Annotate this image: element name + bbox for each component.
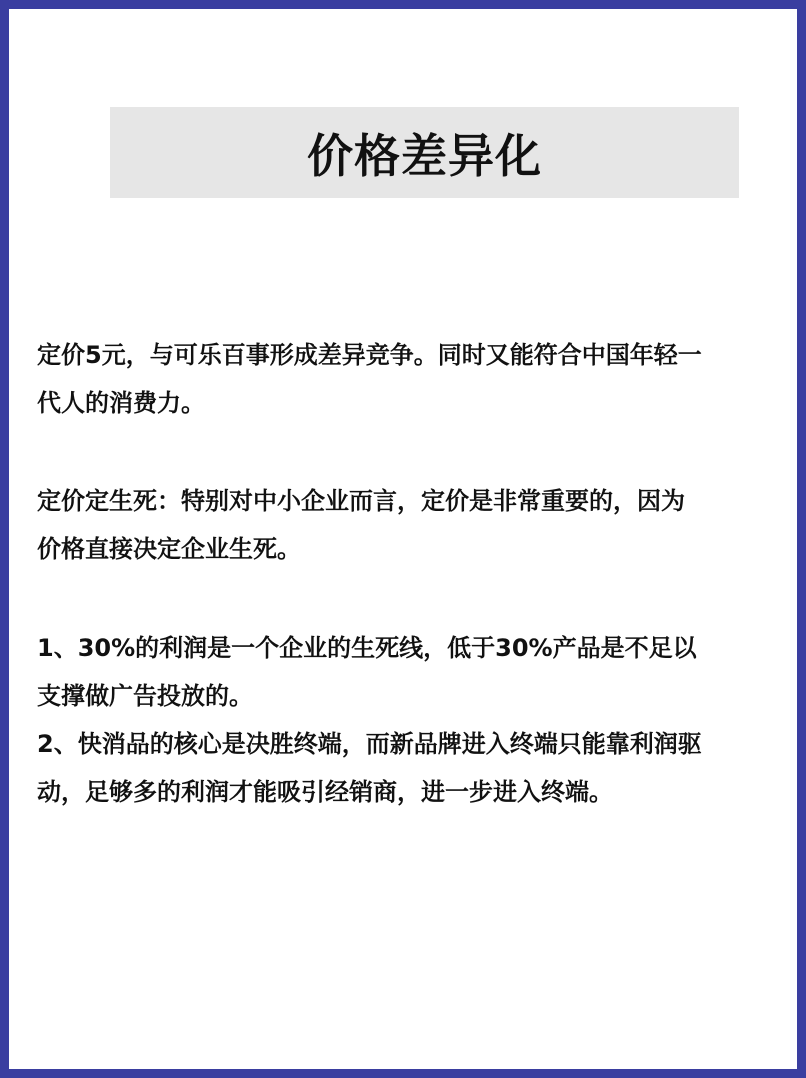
paragraph-line: 1、30%的利润是一个企业的生死线，低于30%产品是不足以: [37, 634, 697, 662]
paragraph-line: 定价5元，与可乐百事形成差异竞争。同时又能符合中国年轻一: [37, 341, 702, 369]
paragraph-line: 代人的消费力。: [37, 389, 205, 417]
paragraph-line: 定价定生死：特别对中小企业而言，定价是非常重要的，因为: [37, 487, 685, 515]
paragraph-line: 价格直接决定企业生死。: [37, 535, 301, 563]
paragraph-pricing-importance: [37, 477, 787, 573]
paragraph-line: 支撑做广告投放的。: [37, 682, 253, 710]
paragraph-pricing: [37, 331, 787, 427]
page-title: 价格差异化: [307, 128, 542, 183]
title-banner: [110, 107, 739, 198]
paragraph-line: 动，足够多的利润才能吸引经销商，进一步进入终端。: [37, 778, 613, 806]
content-card: [9, 9, 797, 1069]
paragraph-profit-points: [37, 624, 787, 816]
paragraph-line: 2、快消品的核心是决胜终端，而新品牌进入终端只能靠利润驱: [37, 730, 702, 758]
